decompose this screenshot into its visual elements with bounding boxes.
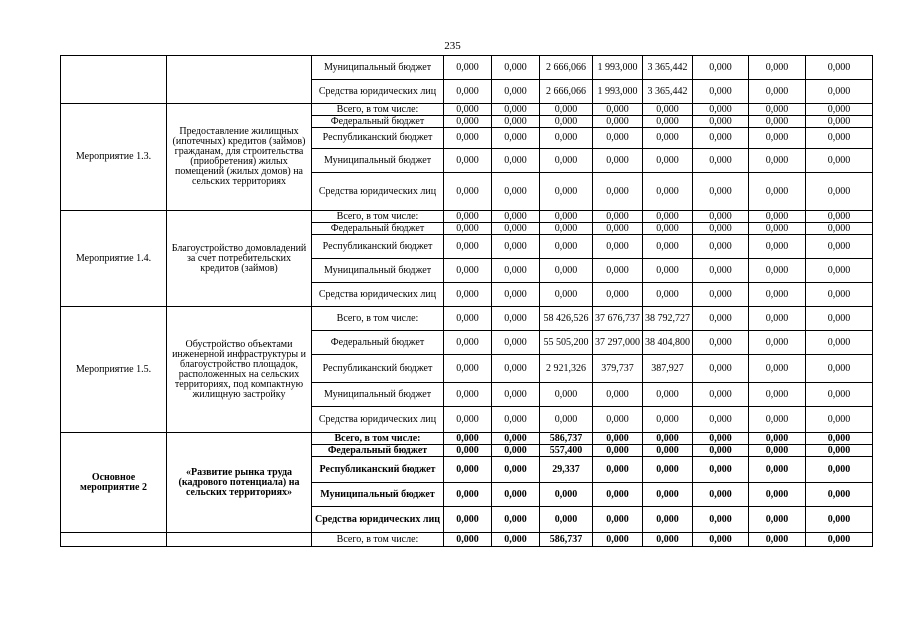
event-description-cell [167, 56, 312, 104]
value-cell: 0,000 [643, 457, 693, 483]
value-cell: 0,000 [806, 80, 873, 104]
value-cell: 0,000 [444, 283, 492, 307]
value-cell: 0,000 [540, 173, 593, 211]
value-cell: 0,000 [492, 116, 540, 128]
value-cell: 0,000 [444, 235, 492, 259]
value-cell: 0,000 [643, 223, 693, 235]
value-cell: 0,000 [444, 56, 492, 80]
value-cell: 0,000 [693, 331, 749, 355]
value-cell: 0,000 [693, 235, 749, 259]
value-cell: 0,000 [749, 283, 806, 307]
value-cell: 0,000 [593, 383, 643, 407]
value-cell: 0,000 [444, 223, 492, 235]
value-cell: 387,927 [643, 355, 693, 383]
value-cell: 0,000 [749, 80, 806, 104]
funding-source-cell: Федеральный бюджет [312, 116, 444, 128]
value-cell: 0,000 [492, 507, 540, 533]
value-cell: 0,000 [749, 433, 806, 445]
value-cell: 0,000 [643, 149, 693, 173]
value-cell: 3 365,442 [643, 80, 693, 104]
value-cell: 0,000 [593, 259, 643, 283]
value-cell: 0,000 [806, 331, 873, 355]
value-cell: 0,000 [643, 173, 693, 211]
value-cell: 0,000 [492, 149, 540, 173]
table-row [61, 104, 873, 116]
value-cell: 29,337 [540, 457, 593, 483]
value-cell: 0,000 [444, 173, 492, 211]
value-cell: 0,000 [540, 283, 593, 307]
value-cell: 37 676,737 [593, 307, 643, 331]
value-cell: 0,000 [806, 116, 873, 128]
funding-source-cell: Республиканский бюджет [312, 457, 444, 483]
value-cell: 0,000 [806, 445, 873, 457]
value-cell: 1 993,000 [593, 80, 643, 104]
value-cell: 0,000 [492, 283, 540, 307]
value-cell: 0,000 [806, 128, 873, 149]
value-cell: 0,000 [593, 483, 643, 507]
value-cell: 0,000 [643, 507, 693, 533]
value-cell: 0,000 [444, 116, 492, 128]
value-cell: 0,000 [749, 355, 806, 383]
funding-source-cell: Средства юридических лиц [312, 80, 444, 104]
page-number: 235 [444, 40, 461, 52]
event-description-cell: Благоустройство домовладений за счет потребительских кредитов (займов) [167, 211, 312, 307]
value-cell: 0,000 [492, 457, 540, 483]
value-cell: 0,000 [444, 80, 492, 104]
value-cell: 0,000 [444, 433, 492, 445]
value-cell: 0,000 [444, 331, 492, 355]
value-cell: 0,000 [806, 407, 873, 433]
value-cell: 0,000 [444, 507, 492, 533]
funding-source-cell: Муниципальный бюджет [312, 56, 444, 80]
value-cell: 0,000 [492, 104, 540, 116]
value-cell: 0,000 [749, 307, 806, 331]
value-cell: 0,000 [492, 383, 540, 407]
event-description-cell: Обустройство объектами инженерной инфраструктуры и благоустройство площадок, расположенных на сельских территориях, под компактную жилищную застройку [167, 307, 312, 433]
event-name-cell: Мероприятие 1.5. [61, 307, 167, 433]
value-cell: 0,000 [693, 80, 749, 104]
value-cell: 0,000 [540, 235, 593, 259]
event-description-cell: «Развитие рынка труда (кадрового потенциала) на сельских территориях» [167, 433, 312, 533]
value-cell: 0,000 [643, 128, 693, 149]
value-cell: 0,000 [749, 533, 806, 547]
value-cell: 0,000 [593, 407, 643, 433]
value-cell: 0,000 [643, 445, 693, 457]
value-cell: 0,000 [806, 56, 873, 80]
value-cell: 0,000 [492, 211, 540, 223]
value-cell: 0,000 [643, 407, 693, 433]
value-cell: 0,000 [806, 211, 873, 223]
value-cell: 0,000 [444, 457, 492, 483]
value-cell: 0,000 [540, 407, 593, 433]
value-cell: 0,000 [749, 457, 806, 483]
value-cell: 0,000 [540, 211, 593, 223]
value-cell: 0,000 [492, 483, 540, 507]
value-cell: 0,000 [492, 407, 540, 433]
value-cell: 0,000 [593, 283, 643, 307]
value-cell: 0,000 [540, 483, 593, 507]
funding-source-cell: Всего, в том числе: [312, 533, 444, 547]
funding-source-cell: Муниципальный бюджет [312, 149, 444, 173]
value-cell: 0,000 [806, 433, 873, 445]
event-name-cell [61, 56, 167, 104]
value-cell: 0,000 [444, 149, 492, 173]
value-cell: 0,000 [492, 533, 540, 547]
value-cell: 0,000 [492, 355, 540, 383]
value-cell: 0,000 [693, 533, 749, 547]
value-cell: 0,000 [749, 445, 806, 457]
value-cell: 0,000 [492, 307, 540, 331]
value-cell: 0,000 [643, 235, 693, 259]
value-cell: 0,000 [749, 235, 806, 259]
value-cell: 0,000 [540, 507, 593, 533]
value-cell: 0,000 [492, 80, 540, 104]
value-cell: 0,000 [693, 259, 749, 283]
value-cell: 0,000 [444, 104, 492, 116]
value-cell: 0,000 [693, 407, 749, 433]
value-cell: 0,000 [492, 433, 540, 445]
value-cell: 0,000 [806, 457, 873, 483]
value-cell: 0,000 [693, 104, 749, 116]
funding-source-cell: Федеральный бюджет [312, 445, 444, 457]
value-cell: 0,000 [693, 211, 749, 223]
value-cell: 0,000 [540, 383, 593, 407]
value-cell: 586,737 [540, 533, 593, 547]
value-cell: 0,000 [693, 128, 749, 149]
event-name-cell [61, 533, 167, 547]
value-cell: 586,737 [540, 433, 593, 445]
value-cell: 0,000 [693, 173, 749, 211]
event-description-cell [167, 533, 312, 547]
value-cell: 0,000 [540, 128, 593, 149]
value-cell: 0,000 [593, 533, 643, 547]
value-cell: 0,000 [492, 331, 540, 355]
event-name-cell: Основное мероприятие 2 [61, 433, 167, 533]
value-cell: 0,000 [749, 223, 806, 235]
value-cell: 0,000 [593, 149, 643, 173]
value-cell: 0,000 [643, 483, 693, 507]
value-cell: 0,000 [806, 355, 873, 383]
funding-source-cell: Муниципальный бюджет [312, 383, 444, 407]
value-cell: 0,000 [643, 283, 693, 307]
value-cell: 0,000 [643, 259, 693, 283]
value-cell: 0,000 [749, 507, 806, 533]
value-cell: 0,000 [693, 483, 749, 507]
funding-source-cell: Муниципальный бюджет [312, 483, 444, 507]
value-cell: 0,000 [693, 507, 749, 533]
funding-source-cell: Всего, в том числе: [312, 433, 444, 445]
value-cell: 0,000 [693, 445, 749, 457]
value-cell: 0,000 [693, 355, 749, 383]
value-cell: 0,000 [749, 104, 806, 116]
value-cell: 0,000 [444, 407, 492, 433]
funding-source-cell: Федеральный бюджет [312, 223, 444, 235]
value-cell: 0,000 [492, 259, 540, 283]
value-cell: 0,000 [749, 331, 806, 355]
value-cell: 0,000 [643, 116, 693, 128]
value-cell: 0,000 [749, 56, 806, 80]
funding-source-cell: Средства юридических лиц [312, 283, 444, 307]
table-row [61, 433, 873, 445]
value-cell: 2 921,326 [540, 355, 593, 383]
value-cell: 0,000 [693, 283, 749, 307]
value-cell: 0,000 [444, 445, 492, 457]
event-name-cell: Мероприятие 1.4. [61, 211, 167, 307]
value-cell: 0,000 [643, 104, 693, 116]
budget-table [60, 55, 873, 547]
value-cell: 0,000 [749, 211, 806, 223]
value-cell: 0,000 [693, 383, 749, 407]
value-cell: 0,000 [593, 445, 643, 457]
value-cell: 0,000 [593, 457, 643, 483]
value-cell: 0,000 [806, 149, 873, 173]
funding-source-cell: Всего, в том числе: [312, 211, 444, 223]
funding-source-cell: Республиканский бюджет [312, 235, 444, 259]
value-cell: 0,000 [806, 283, 873, 307]
value-cell: 0,000 [593, 173, 643, 211]
value-cell: 0,000 [806, 533, 873, 547]
value-cell: 0,000 [540, 149, 593, 173]
value-cell: 0,000 [806, 307, 873, 331]
value-cell: 0,000 [540, 116, 593, 128]
value-cell: 0,000 [643, 383, 693, 407]
table-row [61, 56, 873, 80]
table-row [61, 307, 873, 331]
funding-source-cell: Средства юридических лиц [312, 507, 444, 533]
value-cell: 0,000 [593, 223, 643, 235]
value-cell: 37 297,000 [593, 331, 643, 355]
value-cell: 1 993,000 [593, 56, 643, 80]
value-cell: 0,000 [593, 507, 643, 533]
value-cell: 2 666,066 [540, 56, 593, 80]
value-cell: 0,000 [492, 128, 540, 149]
value-cell: 0,000 [806, 173, 873, 211]
value-cell: 0,000 [593, 128, 643, 149]
value-cell: 0,000 [749, 483, 806, 507]
value-cell: 0,000 [593, 116, 643, 128]
value-cell: 0,000 [693, 116, 749, 128]
value-cell: 0,000 [806, 507, 873, 533]
value-cell: 0,000 [749, 383, 806, 407]
value-cell: 0,000 [540, 104, 593, 116]
value-cell: 0,000 [593, 104, 643, 116]
value-cell: 55 505,200 [540, 331, 593, 355]
value-cell: 0,000 [749, 128, 806, 149]
value-cell: 0,000 [492, 56, 540, 80]
funding-source-cell: Всего, в том числе: [312, 307, 444, 331]
value-cell: 2 666,066 [540, 80, 593, 104]
value-cell: 0,000 [492, 173, 540, 211]
funding-source-cell: Средства юридических лиц [312, 173, 444, 211]
value-cell: 0,000 [444, 355, 492, 383]
value-cell: 0,000 [749, 259, 806, 283]
value-cell: 0,000 [643, 211, 693, 223]
event-name-cell: Мероприятие 1.3. [61, 104, 167, 211]
value-cell: 0,000 [444, 483, 492, 507]
value-cell: 0,000 [444, 259, 492, 283]
value-cell: 0,000 [492, 445, 540, 457]
value-cell: 0,000 [749, 149, 806, 173]
value-cell: 0,000 [806, 383, 873, 407]
funding-source-cell: Федеральный бюджет [312, 331, 444, 355]
value-cell: 557,400 [540, 445, 593, 457]
value-cell: 0,000 [444, 128, 492, 149]
value-cell: 0,000 [444, 307, 492, 331]
value-cell: 0,000 [643, 533, 693, 547]
table-row [61, 533, 873, 547]
value-cell: 0,000 [444, 211, 492, 223]
value-cell: 0,000 [806, 235, 873, 259]
value-cell: 0,000 [492, 223, 540, 235]
value-cell: 0,000 [749, 173, 806, 211]
value-cell: 3 365,442 [643, 56, 693, 80]
value-cell: 0,000 [444, 533, 492, 547]
value-cell: 58 426,526 [540, 307, 593, 331]
funding-source-cell: Республиканский бюджет [312, 355, 444, 383]
value-cell: 0,000 [693, 223, 749, 235]
value-cell: 0,000 [693, 307, 749, 331]
budget-table-body [61, 56, 873, 547]
funding-source-cell: Средства юридических лиц [312, 407, 444, 433]
value-cell: 0,000 [492, 235, 540, 259]
value-cell: 0,000 [540, 259, 593, 283]
value-cell: 0,000 [693, 56, 749, 80]
value-cell: 0,000 [806, 483, 873, 507]
value-cell: 0,000 [749, 407, 806, 433]
value-cell: 0,000 [693, 433, 749, 445]
value-cell: 0,000 [693, 149, 749, 173]
value-cell: 0,000 [806, 104, 873, 116]
value-cell: 0,000 [444, 383, 492, 407]
table-row [61, 211, 873, 223]
funding-source-cell: Всего, в том числе: [312, 104, 444, 116]
value-cell: 0,000 [693, 457, 749, 483]
funding-source-cell: Муниципальный бюджет [312, 259, 444, 283]
value-cell: 379,737 [593, 355, 643, 383]
value-cell: 0,000 [593, 211, 643, 223]
value-cell: 0,000 [806, 223, 873, 235]
funding-source-cell: Республиканский бюджет [312, 128, 444, 149]
value-cell: 38 404,800 [643, 331, 693, 355]
value-cell: 0,000 [806, 259, 873, 283]
value-cell: 0,000 [593, 433, 643, 445]
value-cell: 38 792,727 [643, 307, 693, 331]
value-cell: 0,000 [749, 116, 806, 128]
value-cell: 0,000 [593, 235, 643, 259]
event-description-cell: Предоставление жилищных (ипотечных) кредитов (займов) гражданам, для строительства (приобретения) жилых помещений (жилых домов) на сельских территориях [167, 104, 312, 211]
value-cell: 0,000 [643, 433, 693, 445]
value-cell: 0,000 [540, 223, 593, 235]
